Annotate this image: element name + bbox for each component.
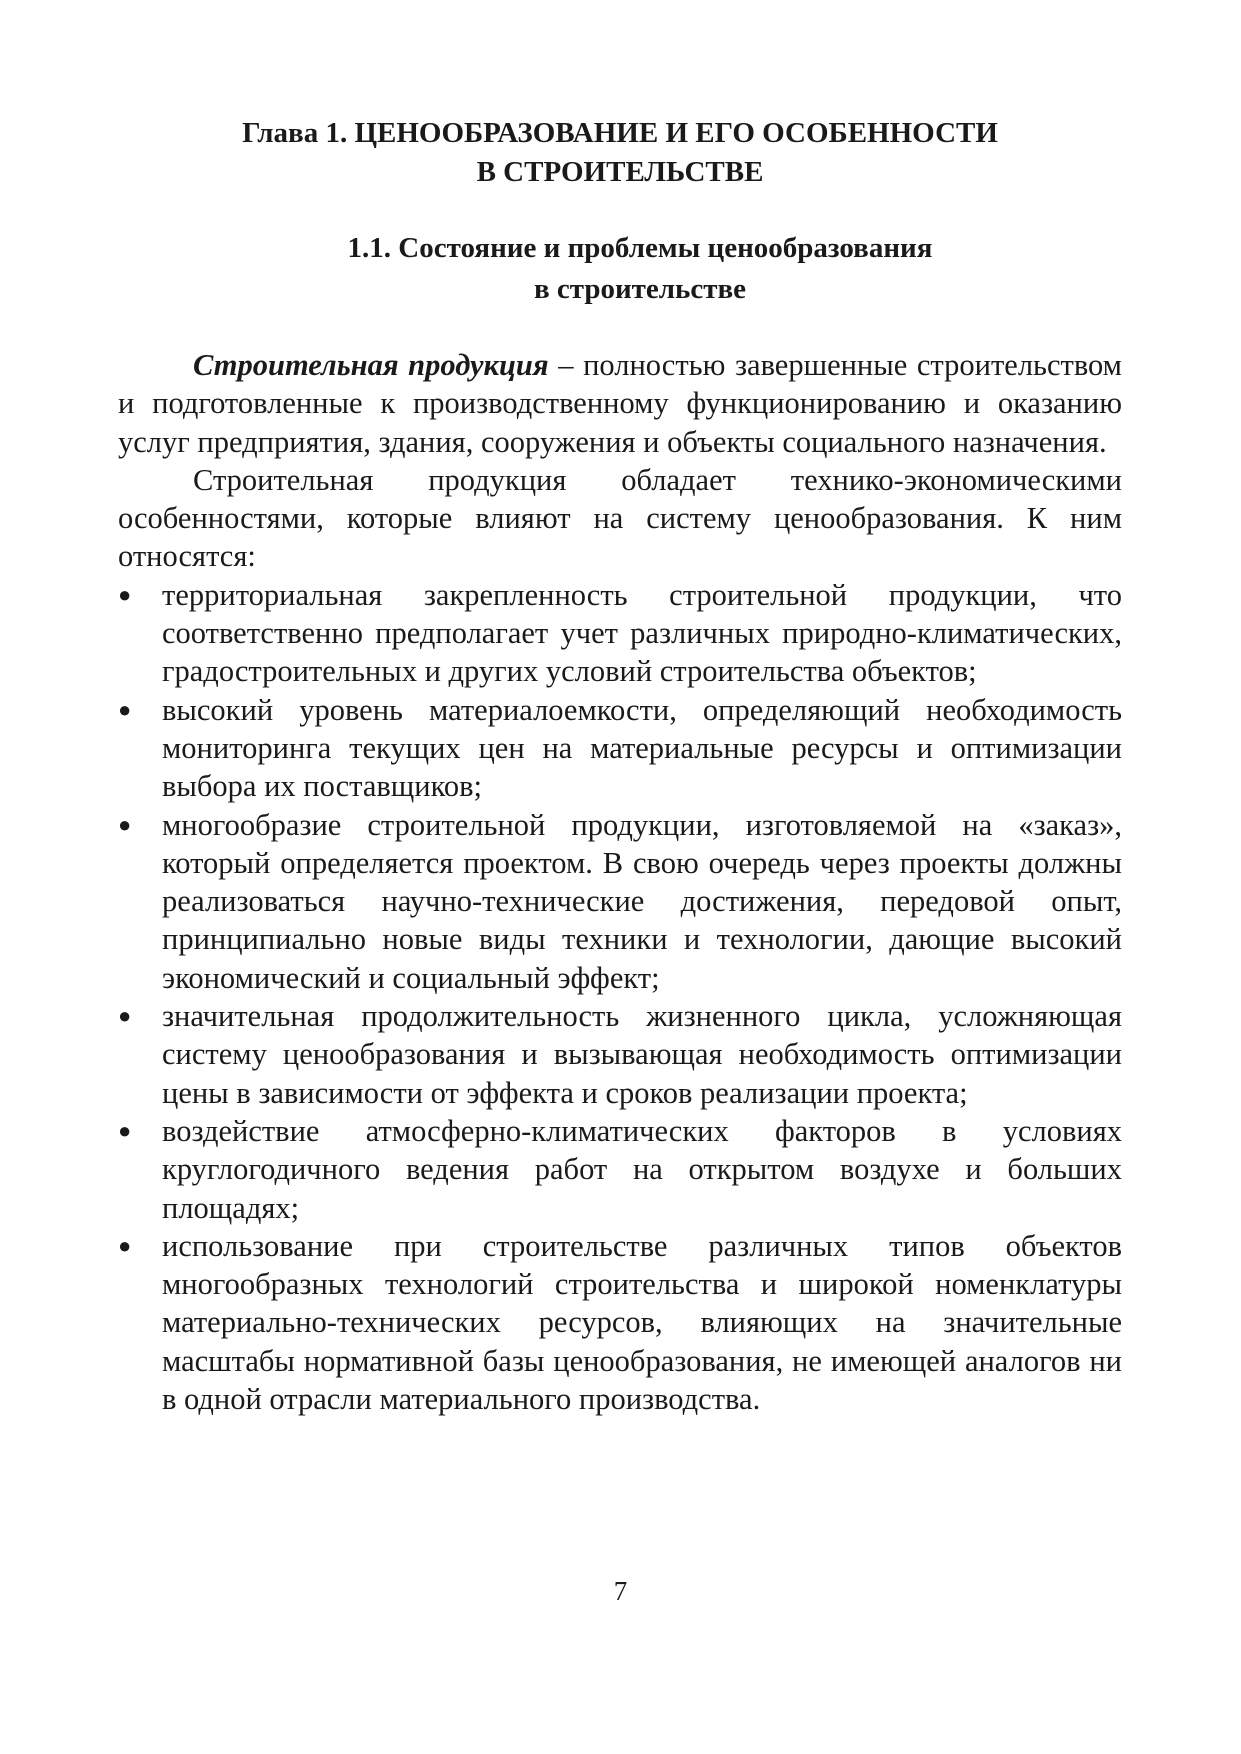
defined-term: Строительная продукция <box>193 348 549 382</box>
list-item-text: использование при строительстве различных типов объектов многообразных технологий строительства и широкой номенклатуры материально-технических ресурсов, влияющих на значительные масштабы нормативной базы ценообразования, не имеющей аналогов ни в одной отрасли материального производства. <box>162 1228 1122 1417</box>
bullet-icon: ● <box>118 696 132 722</box>
chapter-title-line-2: В СТРОИТЕЛЬСТВЕ <box>476 156 764 188</box>
section-title-line-1: 1.1. Состояние и проблемы ценообразования <box>347 232 933 264</box>
bullet-icon: ● <box>118 1117 132 1143</box>
list-item <box>118 997 1122 1112</box>
list-item-text: многообразие строительной продукции, изготовляемой на «заказ», который определяется проектом. В свою очередь через проекты должны реализоваться научно-технические достижения, передовой опыт, принципиально новые виды техники и технологии, дающие высокий экономический и социальный эффект; <box>162 807 1122 995</box>
bullet-icon: ● <box>118 1003 132 1029</box>
list-item-text: воздействие атмосферно-климатических факторов в условиях круглогодичного ведения работ на открытом воздухе и больших площадях; <box>162 1113 1122 1225</box>
chapter-title-line-1: Глава 1. ЦЕНООБРАЗОВАНИЕ И ЕГО ОСОБЕННОСТИ <box>242 117 998 149</box>
definition-paragraph <box>118 346 1122 461</box>
intro-paragraph: Строительная продукция обладает технико-экономическими особенностями, которые влияют на систему ценообразования. К ним относятся: <box>118 462 1122 574</box>
list-item-text: высокий уровень материалоемкости, определяющий необходимость мониторинга текущих цен на материальные ресурсы и оптимизации выбора их поставщиков; <box>162 692 1122 804</box>
chapter-title <box>120 114 1120 192</box>
list-item <box>118 576 1122 691</box>
list-item <box>118 1112 1122 1227</box>
list-item <box>118 806 1122 997</box>
list-item-text: территориальная закрепленность строительной продукции, что соответственно предполагает учет различных природно-климатических, градостроительных и других условий строительства объектов; <box>162 577 1122 689</box>
bullet-icon: ● <box>118 1232 132 1258</box>
bullet-icon: ● <box>118 811 132 837</box>
body-text <box>118 346 1122 1418</box>
section-title <box>320 228 960 310</box>
list-item-text: значительная продолжительность жизненного цикла, усложняющая систему ценообразования и вызывающая необходимость оптимизации цены в зависимости от эффекта и сроков реализации проекта; <box>162 999 1122 1110</box>
section-title-line-2: в строительстве <box>533 273 747 305</box>
definition-text: – полностью завершенные строительством и подготовленные к производственному функционированию и оказанию услуг предприятия, здания, сооружения и объекты социального назначения. <box>118 348 1122 459</box>
bullet-icon: ● <box>118 581 132 607</box>
list-item <box>118 691 1122 806</box>
page-number: 7 <box>613 1576 628 1606</box>
list-item <box>118 1227 1122 1418</box>
features-list <box>118 576 1122 1419</box>
